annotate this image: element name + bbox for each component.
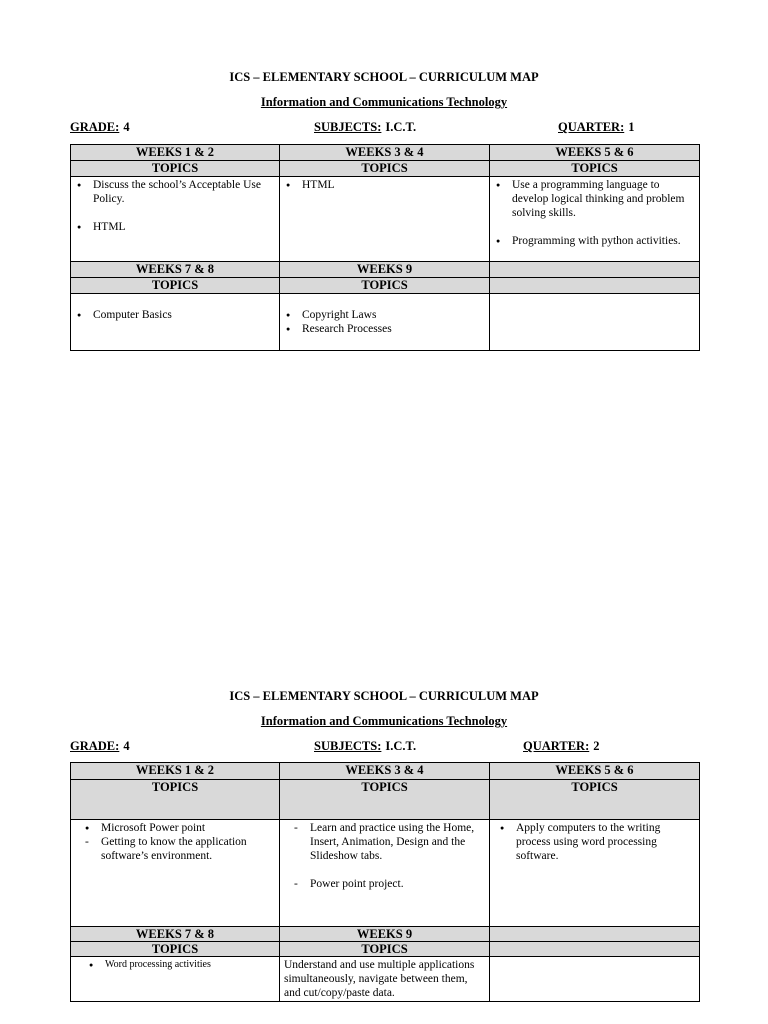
subjects-field [314, 739, 416, 754]
list-item: - Learn and practice using the Home, Insert, Animation, Design and the Slideshow tabs. [292, 821, 485, 863]
topics-header: TOPICS [280, 278, 490, 294]
quarter-label: QUARTER: [558, 120, 625, 134]
subjects-label: SUBJECTS: [314, 120, 382, 134]
quarter-field [523, 739, 599, 754]
topics-cell [280, 177, 490, 262]
topics-cell [71, 294, 280, 351]
topics-header: TOPICS [71, 780, 280, 820]
empty-header [490, 927, 700, 942]
weeks-header: WEEKS 1 & 2 [71, 763, 280, 780]
weeks-header: WEEKS 1 & 2 [71, 145, 280, 161]
topics-header: TOPICS [280, 161, 490, 177]
weeks-header: WEEKS 9 [280, 927, 490, 942]
topics-header: TOPICS [490, 161, 700, 177]
title: ICS – ELEMENTARY SCHOOL – CURRICULUM MAP [229, 70, 539, 84]
weeks-header: WEEKS 7 & 8 [71, 262, 280, 278]
list-item: ● HTML [75, 220, 275, 234]
list-item: - Getting to know the application software’s environment. [83, 835, 275, 863]
list-item: - Power point project. [292, 877, 485, 891]
weeks-header: WEEKS 5 & 6 [490, 145, 700, 161]
subjects-value: I.C.T. [385, 739, 417, 753]
topics-header: TOPICS [71, 942, 280, 957]
curriculum-table-q2 [70, 762, 700, 1002]
grade-label: GRADE: [70, 739, 120, 753]
topics-cell [71, 177, 280, 262]
quarter-value: 1 [628, 120, 635, 134]
weeks-header: WEEKS 5 & 6 [490, 763, 700, 780]
list-item: ● HTML [284, 178, 485, 192]
quarter-label: QUARTER: [523, 739, 590, 753]
topics-header: TOPICS [280, 942, 490, 957]
topics-cell [71, 820, 280, 927]
quarter-field [558, 120, 634, 135]
list-item: ● Programming with python activities. [494, 234, 695, 248]
topics-cell [280, 294, 490, 351]
list-item: ● Copyright Laws [284, 308, 485, 322]
list-item: ● Discuss the school’s Acceptable Use Policy. [75, 178, 275, 206]
list-item: ● Apply computers to the writing process using word processing software. [498, 821, 695, 863]
subtitle: Information and Communications Technology [260, 714, 508, 728]
list-item: ● Microsoft Power point [83, 821, 275, 835]
empty-header [490, 278, 700, 294]
grade-field [70, 739, 130, 754]
subtitle: Information and Communications Technology [260, 95, 508, 109]
grade-label: GRADE: [70, 120, 120, 134]
topics-cell [71, 957, 280, 1002]
list-item: ● Computer Basics [75, 308, 275, 322]
subjects-field [314, 120, 416, 135]
weeks-header: WEEKS 7 & 8 [71, 927, 280, 942]
curriculum-table-q1 [70, 144, 700, 351]
topics-header: TOPICS [280, 780, 490, 820]
empty-cell [490, 957, 700, 1002]
topics-header: TOPICS [71, 278, 280, 294]
grade-value: 4 [123, 120, 130, 134]
topics-header: TOPICS [490, 780, 700, 820]
weeks-header: WEEKS 3 & 4 [280, 145, 490, 161]
topics-header: TOPICS [71, 161, 280, 177]
topics-cell [280, 820, 490, 927]
quarter-value: 2 [593, 739, 600, 753]
grade-field [70, 120, 130, 135]
empty-header [490, 262, 700, 278]
title: ICS – ELEMENTARY SCHOOL – CURRICULUM MAP [229, 689, 539, 703]
subjects-label: SUBJECTS: [314, 739, 382, 753]
subjects-value: I.C.T. [385, 120, 417, 134]
list-item: ● Word processing activities [87, 958, 275, 972]
empty-header [490, 942, 700, 957]
topics-cell [490, 177, 700, 262]
weeks-header: WEEKS 9 [280, 262, 490, 278]
list-item: ● Use a programming language to develop logical thinking and problem solving skills. [494, 178, 695, 220]
grade-value: 4 [123, 739, 130, 753]
weeks-header: WEEKS 3 & 4 [280, 763, 490, 780]
empty-cell [490, 294, 700, 351]
list-item: ● Research Processes [284, 322, 485, 336]
topics-cell: Understand and use multiple applications simultaneously, navigate between them, and cut/copy/paste data. [280, 957, 490, 1002]
topics-cell [490, 820, 700, 927]
